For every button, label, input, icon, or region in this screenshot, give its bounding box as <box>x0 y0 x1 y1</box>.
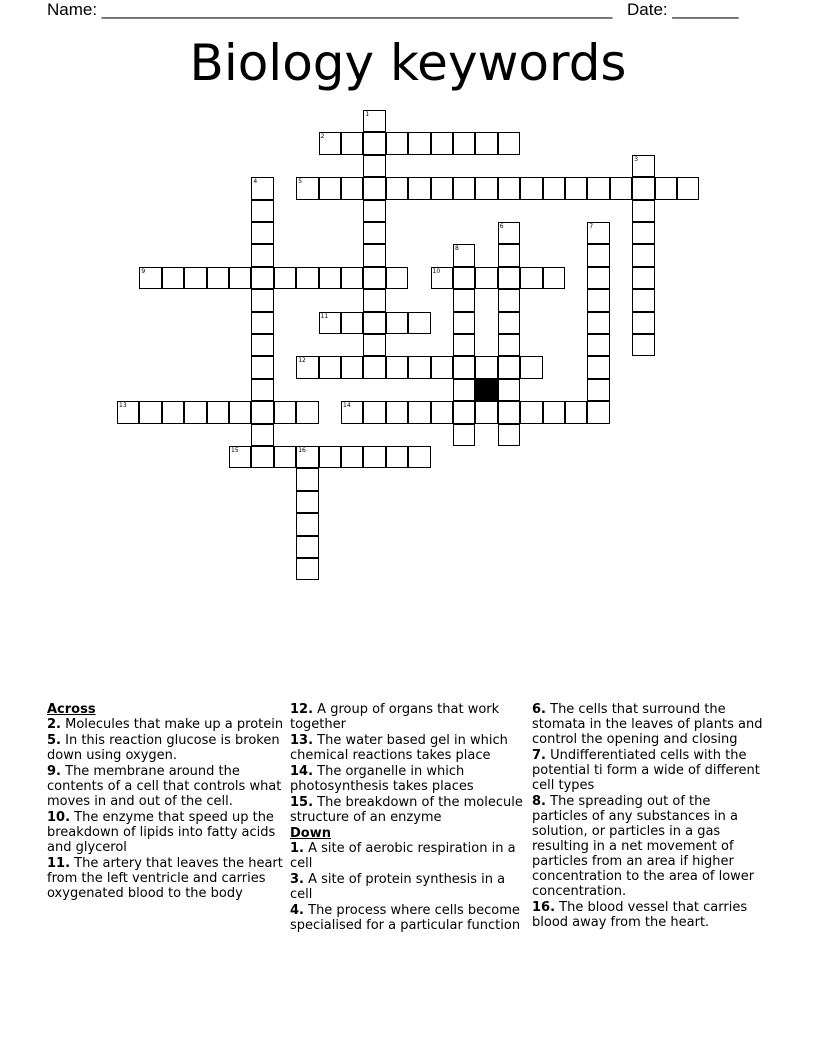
crossword-cell[interactable] <box>632 312 654 334</box>
crossword-cell[interactable] <box>363 200 385 222</box>
crossword-cell[interactable] <box>632 155 654 177</box>
crossword-cell[interactable] <box>296 356 318 378</box>
clue <box>47 733 285 763</box>
crossword-cell[interactable] <box>587 401 609 423</box>
crossword-cell[interactable] <box>632 200 654 222</box>
crossword-cell[interactable] <box>139 401 161 423</box>
crossword-cell[interactable] <box>453 379 475 401</box>
clue-number: 2. <box>47 717 61 732</box>
crossword-cell[interactable] <box>162 267 184 289</box>
crossword-cell[interactable] <box>229 267 251 289</box>
crossword-cell[interactable] <box>363 110 385 132</box>
crossword-cell[interactable] <box>498 222 520 244</box>
crossword-cell[interactable] <box>587 222 609 244</box>
clue-number: 3. <box>290 872 304 887</box>
clue-text: A site of protein synthesis in a cell <box>290 872 506 902</box>
crossword-cell[interactable] <box>587 379 609 401</box>
crossword-cell[interactable] <box>274 401 296 423</box>
crossword-cell[interactable] <box>363 356 385 378</box>
clue-text: A site of aerobic respiration in a cell <box>290 841 516 871</box>
crossword-cell[interactable] <box>386 177 408 199</box>
crossword-cell[interactable] <box>251 244 273 266</box>
crossword-cell[interactable] <box>655 177 677 199</box>
clue-number: 2 <box>320 133 325 141</box>
crossword-cell[interactable] <box>498 401 520 423</box>
crossword-cell[interactable] <box>363 132 385 154</box>
clue-number: 6 <box>499 223 504 230</box>
date-field[interactable]: Date: _______ <box>627 0 739 19</box>
clue-number: 7. <box>532 748 546 763</box>
crossword-cell[interactable] <box>296 558 318 580</box>
crossword-cell[interactable] <box>453 356 475 378</box>
crossword-cell[interactable] <box>251 401 273 423</box>
crossword-cell[interactable] <box>587 289 609 311</box>
crossword-cell[interactable] <box>363 401 385 423</box>
clues-column-3 <box>532 702 770 931</box>
crossword-cell[interactable] <box>251 424 273 446</box>
crossword-cell[interactable] <box>610 177 632 199</box>
crossword-cell[interactable] <box>475 132 497 154</box>
clue <box>290 841 528 871</box>
page-title: Biology keywords <box>189 34 627 92</box>
crossword-cell[interactable] <box>498 289 520 311</box>
crossword-cell[interactable] <box>408 312 430 334</box>
crossword-cell[interactable] <box>453 401 475 423</box>
clue-number: 5. <box>47 733 61 748</box>
clue-number: 8 <box>455 245 459 253</box>
clue-number: 11 <box>320 312 329 320</box>
crossword-cell[interactable] <box>251 289 273 311</box>
clue-text: In this reaction glucose is broken down using oxygen. <box>47 733 280 763</box>
crossword-cell[interactable] <box>117 401 139 423</box>
down-heading: Down <box>290 826 331 841</box>
crossword-cell[interactable] <box>587 312 609 334</box>
crossword-cell[interactable] <box>632 334 654 356</box>
crossword-cell[interactable] <box>251 177 273 199</box>
clue <box>290 872 528 902</box>
crossword-cell[interactable] <box>453 312 475 334</box>
crossword-cell[interactable] <box>251 446 273 468</box>
crossword-cell[interactable] <box>363 222 385 244</box>
clue <box>47 717 285 732</box>
crossword-cell[interactable] <box>587 356 609 378</box>
clue-number: 7 <box>589 223 594 230</box>
crossword-cell[interactable] <box>453 289 475 311</box>
across-heading: Across <box>47 702 96 717</box>
crossword-cell[interactable] <box>408 132 430 154</box>
crossword-cell[interactable] <box>408 356 430 378</box>
clues-column-2 <box>290 702 528 934</box>
clue-number: 10. <box>47 810 71 825</box>
crossword-cell[interactable] <box>587 177 609 199</box>
crossword-cell[interactable] <box>587 244 609 266</box>
clue-number: 15 <box>231 447 239 454</box>
clue-number: 4. <box>290 903 304 918</box>
crossword-cell[interactable] <box>363 289 385 311</box>
crossword-cell[interactable] <box>341 177 363 199</box>
crossword-cell[interactable] <box>341 267 363 289</box>
clue-number: 8. <box>532 794 546 809</box>
crossword-cell[interactable] <box>296 491 318 513</box>
crossword-cell[interactable] <box>139 267 161 289</box>
clue-number: 15. <box>290 795 314 810</box>
clue-text: Molecules that make up a protein <box>65 717 284 732</box>
crossword-cell[interactable] <box>498 244 520 266</box>
clue-number: 6. <box>532 702 546 717</box>
clue-number: 14 <box>343 402 351 410</box>
crossword-cell[interactable] <box>565 401 587 423</box>
crossword-cell[interactable] <box>363 155 385 177</box>
crossword-cell[interactable] <box>319 177 341 199</box>
clue-number: 11. <box>47 856 71 871</box>
crossword-cell[interactable] <box>386 267 408 289</box>
crossword-cell[interactable] <box>251 334 273 356</box>
clue-text: The cells that surround the stomata in the leaves of plants and control the opening and closing <box>532 702 763 747</box>
clue-text: Undifferentiated cells with the potential ti form a wide of different cell types <box>532 748 760 793</box>
clue <box>47 856 285 901</box>
clue <box>290 733 528 763</box>
clue-number: 14. <box>290 764 314 779</box>
crossword-cell[interactable] <box>296 513 318 535</box>
crossword-cell[interactable] <box>207 267 229 289</box>
crossword-cell[interactable] <box>363 267 385 289</box>
crossword-cell[interactable] <box>184 267 206 289</box>
crossword-cell[interactable] <box>498 379 520 401</box>
crossword-cell[interactable] <box>386 132 408 154</box>
clue <box>532 702 770 747</box>
clue-number: 9 <box>141 267 146 275</box>
crossword-cell[interactable] <box>162 401 184 423</box>
crossword-cell[interactable] <box>408 177 430 199</box>
crossword-cell[interactable] <box>319 312 341 334</box>
clue-number: 13 <box>119 402 127 410</box>
crossword-cell[interactable] <box>296 401 318 423</box>
crossword-cell[interactable] <box>296 536 318 558</box>
crossword-cell[interactable] <box>453 177 475 199</box>
clue <box>47 810 285 855</box>
crossword-cell[interactable] <box>319 267 341 289</box>
clue-text: The membrane around the contents of a cell that controls what moves in and out of the cell. <box>47 764 282 809</box>
crossword-cell[interactable] <box>386 401 408 423</box>
clue <box>290 702 528 732</box>
crossword-cell[interactable] <box>251 200 273 222</box>
crossword-cell[interactable] <box>431 401 453 423</box>
clue <box>532 748 770 793</box>
crossword-cell[interactable] <box>543 401 565 423</box>
crossword-cell[interactable] <box>296 267 318 289</box>
crossword-cell[interactable] <box>543 267 565 289</box>
crossword-cell[interactable] <box>386 312 408 334</box>
crossword-cell[interactable] <box>363 312 385 334</box>
crossword-cell[interactable] <box>431 267 453 289</box>
clues-column-1 <box>47 702 285 902</box>
clue <box>290 795 528 825</box>
clue-number: 12. <box>290 702 314 717</box>
clue-text: The blood vessel that carries blood away from the heart. <box>532 900 748 930</box>
crossword-cell[interactable] <box>431 177 453 199</box>
crossword-cell[interactable] <box>229 446 251 468</box>
crossword-cell[interactable] <box>363 244 385 266</box>
crossword-cell[interactable] <box>498 132 520 154</box>
crossword-cell[interactable] <box>251 312 273 334</box>
clue-text: The organelle in which photosynthesis takes places <box>290 764 474 794</box>
crossword-cell[interactable] <box>587 334 609 356</box>
clue-number: 4 <box>253 178 258 186</box>
crossword-cell[interactable] <box>520 356 542 378</box>
clue <box>47 764 285 809</box>
clue-text: The breakdown of the molecule structure of an enzyme <box>290 795 523 825</box>
crossword-cell[interactable] <box>632 289 654 311</box>
crossword-cell[interactable] <box>475 401 497 423</box>
crossword-cell[interactable] <box>274 446 296 468</box>
crossword-cell[interactable] <box>520 401 542 423</box>
crossword-cell[interactable] <box>341 312 363 334</box>
crossword-cell[interactable] <box>453 334 475 356</box>
crossword-cell[interactable] <box>274 267 296 289</box>
clue-text: The water based gel in which chemical reactions takes place <box>290 733 508 763</box>
clue <box>532 794 770 899</box>
clue-number: 1. <box>290 841 304 856</box>
clue-number: 3 <box>634 155 639 163</box>
crossword-cell[interactable] <box>386 356 408 378</box>
crossword-cell[interactable] <box>498 334 520 356</box>
crossword-cell[interactable] <box>475 356 497 378</box>
clue <box>290 764 528 794</box>
crossword-cell[interactable] <box>677 177 699 199</box>
clue-number: 1 <box>365 111 370 118</box>
crossword-cell[interactable] <box>296 446 318 468</box>
crossword-cell[interactable] <box>632 244 654 266</box>
crossword-cell[interactable] <box>431 356 453 378</box>
crossword-cell[interactable] <box>498 424 520 446</box>
crossword-cell[interactable] <box>319 132 341 154</box>
clue-number: 12 <box>298 357 306 365</box>
crossword-cell[interactable] <box>341 446 363 468</box>
clue-number: 16. <box>532 900 556 915</box>
crossword-cell[interactable] <box>520 177 542 199</box>
crossword-cell[interactable] <box>431 132 453 154</box>
clue-text: The spreading out of the particles of any substances in a solution, or particles in a gas resulting in a net movement of particles from an area if higher concentration to the area of lower concentration. <box>532 794 755 899</box>
crossword-cell[interactable] <box>341 401 363 423</box>
clue-number: 9. <box>47 764 61 779</box>
crossword-cell[interactable] <box>632 177 654 199</box>
clue-number: 5 <box>298 178 303 186</box>
clue-text: The artery that leaves the heart from the left ventricle and carries oxygenated blood to the body <box>47 856 283 901</box>
crossword-cell[interactable] <box>363 177 385 199</box>
black-cell <box>475 379 497 401</box>
crossword-cell[interactable] <box>319 446 341 468</box>
crossword-cell[interactable] <box>296 177 318 199</box>
crossword-cell[interactable] <box>229 401 251 423</box>
crossword-cell[interactable] <box>632 222 654 244</box>
clue-text: The process where cells become specialised for a particular function <box>290 903 521 933</box>
crossword-cell[interactable] <box>453 244 475 266</box>
clue-text: A group of organs that work together <box>290 702 500 732</box>
crossword-cell[interactable] <box>632 267 654 289</box>
clue-number: 13. <box>290 733 314 748</box>
crossword-cell[interactable] <box>520 267 542 289</box>
crossword-cell[interactable] <box>475 267 497 289</box>
clue-text: The enzyme that speed up the breakdown of lipids into fatty acids and glycerol <box>47 810 276 855</box>
crossword-cell[interactable] <box>408 446 430 468</box>
crossword-cell[interactable] <box>341 132 363 154</box>
crossword-cell[interactable] <box>565 177 587 199</box>
crossword-cell[interactable] <box>251 356 273 378</box>
clue-number: 10 <box>432 267 441 275</box>
crossword-cell[interactable] <box>453 132 475 154</box>
crossword-cell[interactable] <box>498 356 520 378</box>
name-field[interactable]: Name: ______________________________________________________ <box>47 0 613 19</box>
crossword-cell[interactable] <box>251 379 273 401</box>
crossword-cell[interactable] <box>453 424 475 446</box>
crossword-cell[interactable] <box>543 177 565 199</box>
crossword-cell[interactable] <box>296 468 318 490</box>
crossword-cell[interactable] <box>319 356 341 378</box>
crossword-cell[interactable] <box>207 401 229 423</box>
clue <box>290 903 528 933</box>
crossword-cell[interactable] <box>251 267 273 289</box>
crossword-cell[interactable] <box>386 446 408 468</box>
crossword-cell[interactable] <box>498 267 520 289</box>
crossword-cell[interactable] <box>498 312 520 334</box>
crossword-cell[interactable] <box>498 177 520 199</box>
crossword-cell[interactable] <box>251 222 273 244</box>
clue <box>532 900 770 930</box>
crossword-cell[interactable] <box>475 177 497 199</box>
crossword-cell[interactable] <box>453 267 475 289</box>
crossword-cell[interactable] <box>184 401 206 423</box>
crossword-cell[interactable] <box>408 401 430 423</box>
clue-number: 16 <box>298 447 306 454</box>
crossword-cell[interactable] <box>363 334 385 356</box>
crossword-cell[interactable] <box>341 356 363 378</box>
crossword-cell[interactable] <box>587 267 609 289</box>
crossword-cell[interactable] <box>363 446 385 468</box>
